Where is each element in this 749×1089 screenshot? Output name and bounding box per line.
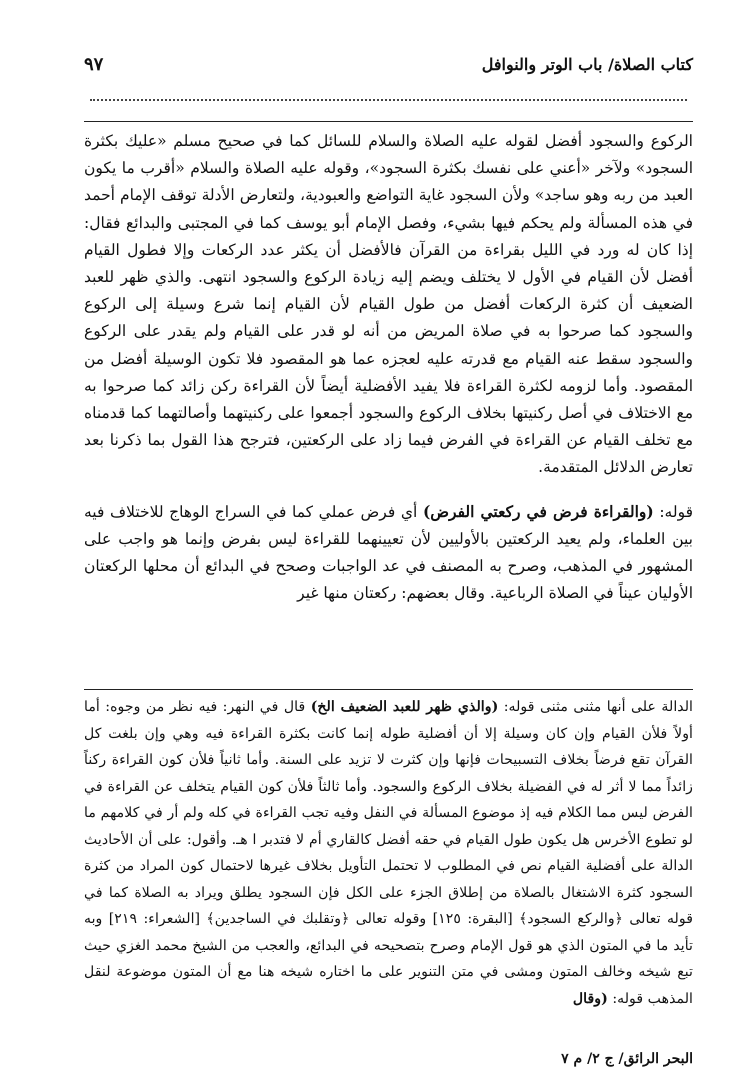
header-divider xyxy=(84,121,693,122)
body-paragraph-2 xyxy=(84,498,693,608)
footnote-body xyxy=(84,694,693,1012)
paragraph-2-heading: (والقراءة فرض في ركعتي الفرض) xyxy=(422,501,654,521)
footnote-prefix: الدالة على أنها مثنى مثنى قوله: xyxy=(498,699,693,715)
footnote-text: قال في النهر: فيه نظر من وجوه: أما أولاً فلأن القيام وإن كان وسيلة إلا أن أفضلية طوله إنما كانت بكثرة القراءة فيه وهي وإن بلغت كل القرآن تقع فرضاً بخلاف التسبيحات فإنها وإن كثرت لا تزيد على السنة. وأما ثانياً فلأن كون القراءة ركناً زائداً مما لا أثر له في الفضيلة بخلاف الركوع والسجود. وأما ثالثاً فلأن كون القيام يتخلف عن القراءة في الفرض ليس مما الكلام فيه إذ موضوع المسألة في النفل وفيه تجب القراءة في كله ولم أر في كلامهم ما لو تطوع الأخرس هل يكون طول القيام في حقه أفضل كالقاري أم لا فتدبر ا هـ. وأقول: على أن الأحاديث الدالة على أفضلية القيام نص في المطلوب لا تحتمل التأويل بخلاف غيرها لاحتمال كون المراد من كثرة السجود كثرة الاشتغال بالصلاة من إطلاق الجزء على الكل فإن السجود يطلق ويراد به الصلاة كما في قوله تعالى ﴿والركع السجود﴾ [البقرة: ١٢٥] وقوله تعالى ﴿وتقلبك في الساجدين﴾ [الشعراء: ٢١٩] وبه تأيد ما في المتون الذي هو قول الإمام وصرح بتصحيحه في البدائع، والعجب من الشيخ محمد الغزي حيث تبع شيخه وخالف المتون ومشى في متن التنوير على ما اختاره شيخه هنا مع أن المتون موضوعة لنقل المذهب قوله: xyxy=(84,699,693,1007)
running-title: كتاب الصلاة/ باب الوتر والنوافل xyxy=(481,54,693,74)
page-header xyxy=(84,44,693,84)
signature-mark: البحر الرائق/ ج ٢/ م ٧ xyxy=(561,1051,693,1067)
dotted-divider xyxy=(90,99,687,101)
paragraph-2-text: أي فرض عملي كما في السراج الوهاج للاختلاف فيه بين العلماء، ولم يعيد الركعتين بالأوليين لأن تعيينهما للقراءة ليس بفرض وإنما هو واجب على المشهور في المذهب، وصرح به المصنف في عد الواجبات وصحح في البدائع أن محلها الركعتان الأوليان عيناً في الصلاة الرباعية. وقال بعضهم: ركعتان منها غير xyxy=(84,502,693,603)
paragraph-2-prefix: قوله: xyxy=(653,502,693,521)
footnote-heading: (والذي ظهر للعبد الضعيف الخ) xyxy=(310,699,499,715)
page-number: ٩٧ xyxy=(84,53,104,75)
footnote-tail: (وقال xyxy=(572,990,608,1007)
body-paragraph-1: الركوع والسجود أفضل لقوله عليه الصلاة والسلام للسائل كما في صحيح مسلم «عليك بكثرة السجود» ولآخر «أعني على نفسك بكثرة السجود»، وقوله عليه الصلاة والسلام «أقرب ما يكون العبد من ربه وهو ساجد» ولأن السجود غاية التواضع والعبودية، ولتعارض الأدلة توقف الإمام أحمد في هذه المسألة ولم يحكم فيها بشيء، وفصل الإمام أبو يوسف كما في المجتبى والبدائع فقال: إذا كان له ورد في الليل بقراءة من القرآن فالأفضل أن يكثر عدد الركعات وإلا فطول القيام أفضل لأن القيام في الأول لا يختلف ويضم إليه زيادة الركوع والسجود انتهى. والذي ظهر للعبد الضعيف أن كثرة الركعات أفضل من طول القيام لأن القيام إنما شرع وسيلة إلى الركوع والسجود كما صرحوا به في صلاة المريض من أنه لو قدر على القيام ولم يقدر على الركوع والسجود سقط عنه القيام مع قدرته عليه لعجزه عما هو المقصود فلا تكون الوسيلة أفضل من المقصود. وأما لزومه لكثرة القراءة فلا يفيد الأفضلية أيضاً لأن القراءة ركن زائد كما صرحوا به مع الاختلاف في أصل ركنيتها بخلاف الركوع والسجود أجمعوا على ركنيتهما وأصالتهما كما قدمناه مع تخلف القيام عن القراءة في الفرض فيما زاد على الركعتين، فترجح هذا القول بما ذكرنا بعد تعارض الدلائل المتقدمة. xyxy=(84,132,693,477)
footnote-paragraph xyxy=(84,694,693,1012)
footnote-divider xyxy=(84,689,693,690)
main-body xyxy=(84,128,693,607)
